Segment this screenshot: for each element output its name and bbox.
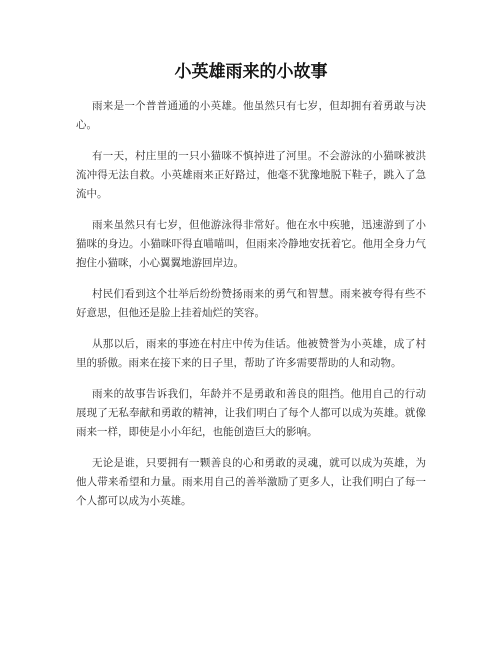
document-title: 小英雄雨来的小故事	[174, 62, 328, 82]
paragraph: 有一天，村庄里的一只小猫咪不慎掉进了河里。不会游泳的小猫咪被洪流冲得无法自救。小英雄雨来正好路过，他毫不犹豫地脱下鞋子，跳入了急流中。	[76, 150, 426, 200]
paragraph: 雨来是一个普普通通的小英雄。他虽然只有七岁，但却拥有着勇敢与决心。	[76, 100, 426, 131]
paragraph: 从那以后，雨来的事迹在村庄中传为佳话。他被赞誉为小英雄，成了村里的骄傲。雨来在接下来的日子里，帮助了许多需要帮助的人和动物。	[76, 338, 426, 369]
paragraph: 雨来的故事告诉我们，年龄并不是勇敢和善良的阻挡。他用自己的行动展现了无私奉献和勇敢的精神，让我们明白了每个人都可以成为英雄。就像雨来一样，即使是小小年纪，也能创造巨大的影响。	[76, 388, 426, 438]
paragraph: 无论是谁，只要拥有一颗善良的心和勇敢的灵魂，就可以成为英雄，为他人带来希望和力量。雨来用自己的善举激励了更多人，让我们明白了每一个人都可以成为小英雄。	[76, 457, 426, 507]
document-body	[76, 97, 426, 523]
paragraph: 雨来虽然只有七岁，但他游泳得非常好。他在水中疾驰，迅速游到了小猫咪的身边。小猫咪吓得直喵喵叫，但雨来冷静地安抚着它。他用全身力气抱住小猫咪，小心翼翼地游回岸边。	[76, 219, 426, 269]
paragraph: 村民们看到这个壮举后纷纷赞扬雨来的勇气和智慧。雨来被夸得有些不好意思，但他还是脸上挂着灿烂的笑容。	[76, 288, 426, 319]
